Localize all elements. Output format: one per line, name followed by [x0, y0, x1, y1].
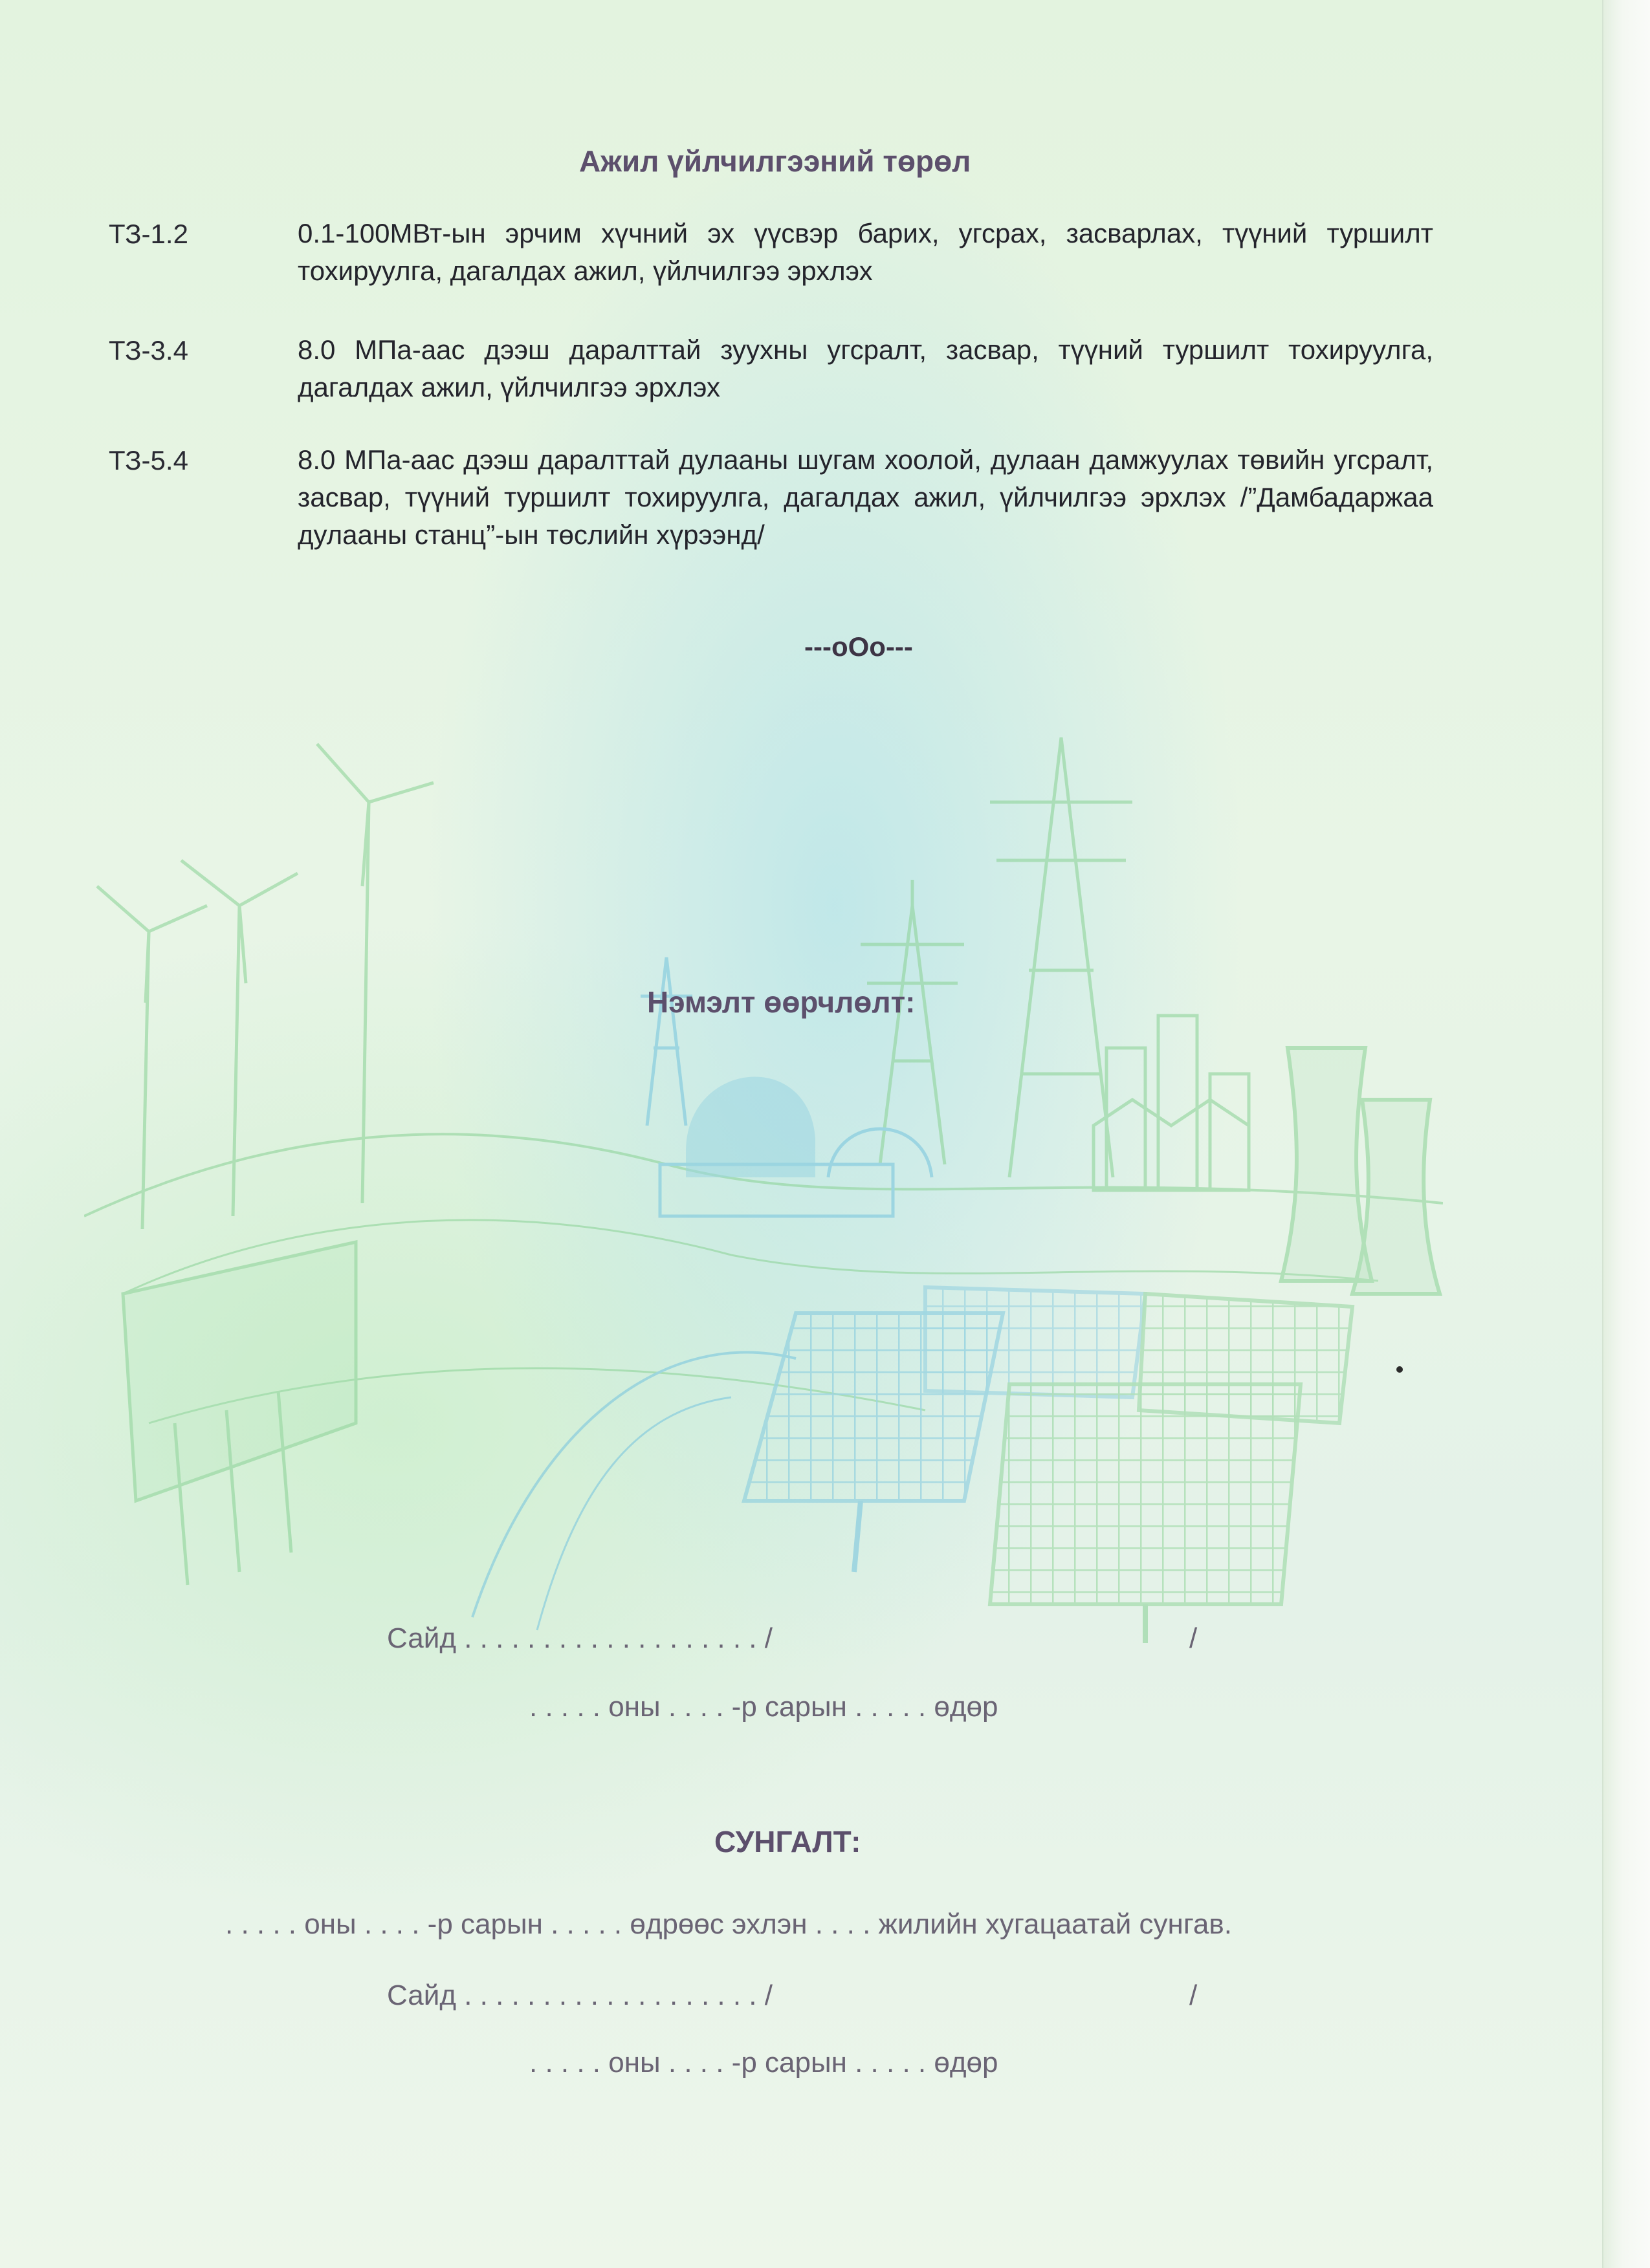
energy-watermark-illustration	[84, 712, 1443, 1650]
extension-signature-line: Сайд . . . . . . . . . . . . . . . . . . . /	[387, 1979, 773, 2011]
section-separator: ---oOo---	[804, 631, 913, 662]
wind-turbine-icon	[181, 860, 298, 1216]
power-pylon-icon	[641, 957, 692, 1126]
extension-heading: СУНГАЛТ:	[714, 1825, 861, 1859]
observatory-dome-icon	[660, 1076, 932, 1216]
service-description: 8.0 МПа-аас дээш даралттай зуухны угсралт, засвар, түүний туршилт тохируулга, дагалдах ажил, үйлчилгээ эрхлэх	[298, 334, 1433, 402]
extension-date-line: . . . . . оны . . . . -р сарын . . . . . өдөр	[529, 2047, 998, 2078]
solar-panel-icon	[744, 1287, 1352, 1643]
amendment-heading: Нэмэлт өөрчлөлт:	[647, 985, 916, 1019]
service-description: 8.0 МПа-аас дээш даралттай дулааны шугам хоолой, дулаан дамжуулах төвийн угсралт, засвар, түүний туршилт тохируулга, дагалдах ажил, үйлчилгээ эрхлэх /”Дамбадаржаа дулааны станц”-ын төслийн хүрээнд/	[298, 444, 1433, 550]
amendment-signature-slash: /	[1189, 1622, 1198, 1654]
power-pylon-icon	[861, 880, 964, 1164]
page-title: Ажил үйлчилгээний төрөл	[579, 144, 971, 178]
power-pylon-icon	[990, 737, 1132, 1177]
amendment-date-line: . . . . . оны . . . . -р сарын . . . . . өдөр	[529, 1691, 998, 1723]
service-code: ТЗ-1.2	[109, 219, 188, 249]
paper-speck	[1396, 1366, 1403, 1373]
factory-icon	[1094, 1016, 1249, 1190]
service-description: 0.1-100МВт-ын эрчим хүчний эх үүсвэр барих, угсрах, засварлах, түүний туршилт тохируулга, дагалдах ажил, үйлчилгээ эрхлэх	[298, 218, 1433, 286]
amendment-signature-line: Сайд . . . . . . . . . . . . . . . . . . . /	[387, 1622, 773, 1654]
wind-turbine-icon	[97, 886, 207, 1229]
service-code: ТЗ-3.4	[109, 335, 188, 365]
cooling-tower-icon	[1281, 1048, 1440, 1294]
service-code: ТЗ-5.4	[109, 445, 188, 475]
extension-period-line: . . . . . оны . . . . -р сарын . . . . . өдрөөс эхлэн . . . . жилийн хугацаатай сунгав.	[225, 1908, 1233, 1940]
extension-signature-slash: /	[1189, 1979, 1198, 2011]
paper-edge	[1602, 0, 1650, 2268]
